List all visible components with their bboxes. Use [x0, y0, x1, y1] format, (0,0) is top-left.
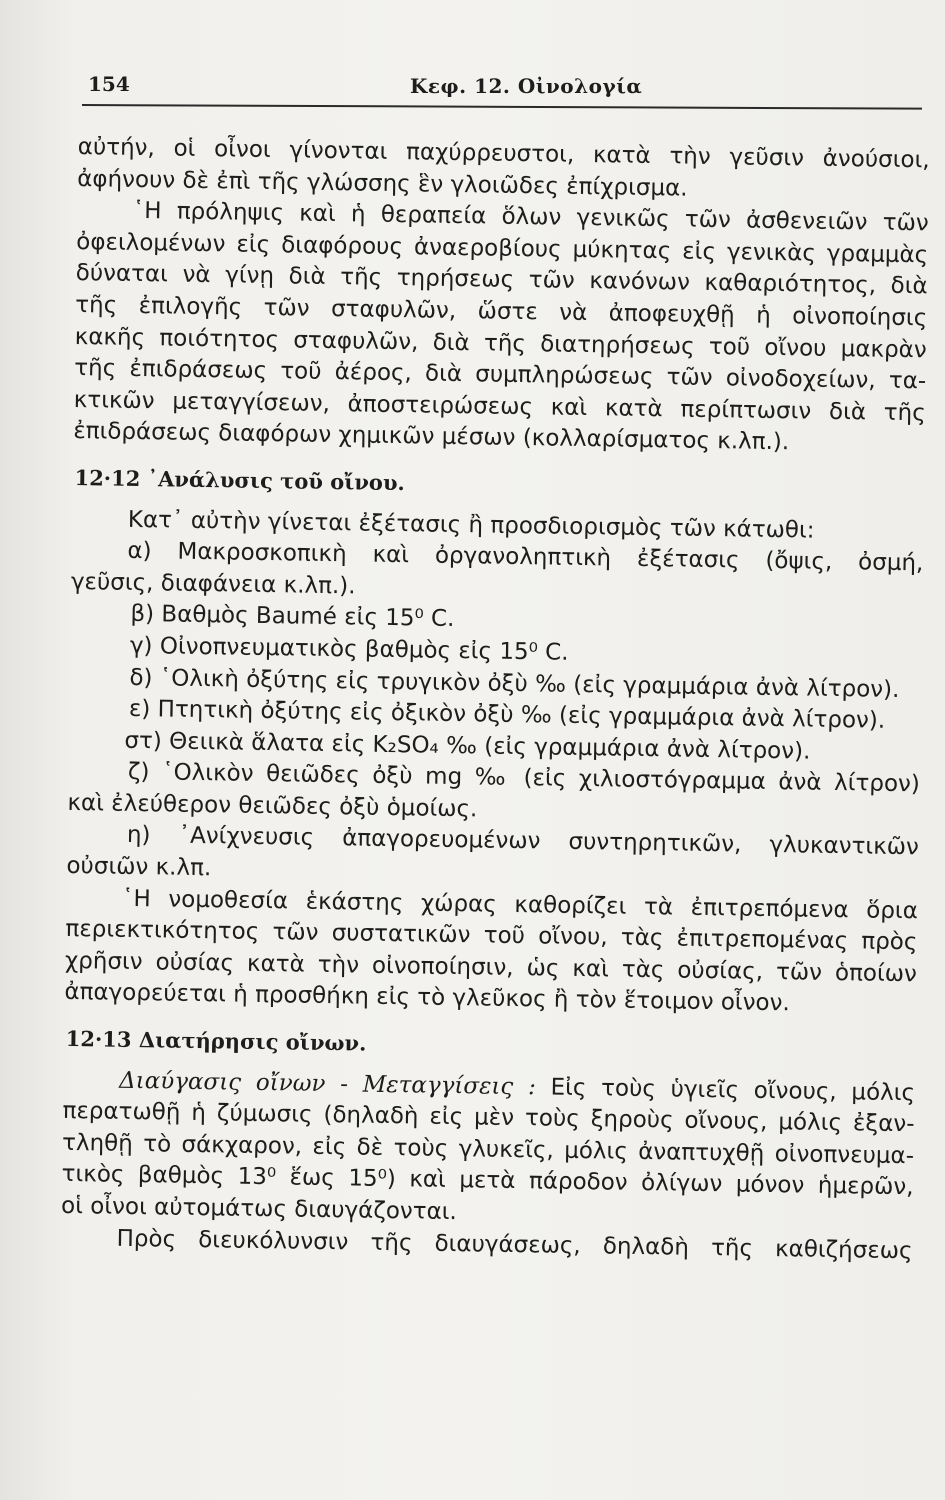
- text-line: τῆς ἐπιδράσεως τοῦ ἀέρος, διὰ συμπληρώσεως τῶν οἰνοδοχείων, τα-: [74, 355, 927, 395]
- section-heading-12-12: 12·12 ᾿Ανάλυσις τοῦ οἴνου.: [74, 464, 406, 496]
- list-item: α) Μακροσκοπικὴ καὶ ὀργανοληπτικὴ ἐξέτασις (ὄψις, ὀσμή,: [127, 537, 924, 577]
- text-line: καὶ ἐλεύθερον θειῶδες ὀξὺ ὁμοίως.: [67, 789, 478, 823]
- text-line: ἀφήνουν δὲ ἐπὶ τῆς γλώσσης ἓν γλοιῶδες ἐπίχρισμα.: [77, 165, 688, 202]
- page-header: [80, 64, 920, 104]
- legislation-paragraph: [64, 883, 918, 1023]
- text-line: Πρὸς διευκόλυνσιν τῆς διαυγάσεως, δηλαδὴ τῆς καθιζήσεως: [116, 1225, 913, 1264]
- text-line: Κατ᾿ αὐτὴν γίνεται ἐξέτασις ἢ προσδιορισμὸς τῶν κάτωθι:: [127, 506, 815, 544]
- text-line: κτικῶν μεταγγίσεων, ἀποστειρώσεως καὶ κατὰ περίπτωσιν διὰ τῆς: [73, 386, 926, 427]
- text-line: ἐπιδράσεως διαφόρων χημικῶν μέσων (κολλαρίσματος κ.λπ.).: [73, 418, 790, 456]
- text-line: τληθῇ τὸ σάκχαρον, εἰς δὲ τοὺς γλυκεῖς, μόλις ἀναπτυχθῇ οἰνοπνευμα-: [61, 1129, 915, 1170]
- analysis-list: [66, 503, 924, 895]
- text-line: οἱ οἶνοι αὐτομάτως διαυγάζονται.: [60, 1192, 458, 1226]
- text-line: ὀφειλομένων εἰς διαφόρους ἀναεροβίους μύκητας εἰς γενικὰς γραμμὰς: [76, 228, 929, 269]
- text-line: χρῆσιν οὐσίας κατὰ τὴν οἰνοποίησιν, ὡς καὶ τὰς οὐσίας, τῶν ὁποίων: [64, 947, 918, 988]
- page-body: [60, 132, 930, 1267]
- text-line: αὐτήν, οἱ οἶνοι γίνονται παχύρρευστοι, κατὰ τὴν γεῦσιν ἀνούσιοι,: [77, 133, 930, 174]
- text-line: περιεκτικότητος τῶν συστατικῶν τοῦ οἴνου, τὰς ἐπιτρεπομένας πρὸς: [65, 916, 918, 956]
- italic-subheading: Διαύγασις οἴνων - Μεταγγίσεις :: [118, 1067, 537, 1100]
- text-line: ῾Η νομοθεσία ἑκάστης χώρας καθορίζει τὰ ἐπιτρεπόμενα ὅρια: [121, 885, 919, 924]
- list-item: ε) Πτητικὴ ὀξύτης εἰς ὀξικὸν ὀξὺ ‰ (εἰς γραμμάρια ἀνὰ λίτρον).: [128, 695, 886, 734]
- text-line: τικὸς βαθμὸς 13⁰ ἕως 15⁰) καὶ μετὰ πάροδον ὀλίγων μόνον ἡμερῶν,: [61, 1161, 914, 1201]
- header-rule: [82, 104, 922, 110]
- text-line: ἀπαγορεύεται ἡ προσθήκη εἰς τὸ γλεῦκος ἢ τὸν ἕτοιμον οἶνον.: [64, 979, 790, 1017]
- page-number: 154: [88, 72, 130, 96]
- list-item: ζ) ῾Ολικὸν θειῶδες ὀξὺ mg ‰ (εἰς χιλιοστόγραμμα ἀνὰ λίτρον): [127, 759, 921, 798]
- list-item: γ) Οἰνοπνευματικὸς βαθμὸς εἰς 15⁰ C.: [129, 632, 569, 666]
- text-line: περατωθῇ ἡ ζύμωσις (δηλαδὴ εἰς μὲν τοὺς ξηροὺς οἴνους, μόλις ἐξαν-: [62, 1098, 915, 1138]
- text-line: ῾Η πρόληψις καὶ ἡ θεραπεία ὅλων γενικῶς τῶν ἀσθενειῶν τῶν: [132, 198, 929, 237]
- text-line: δύναται νὰ γίνῃ διὰ τῆς τηρήσεως τῶν κανόνων καθαριότητος, διὰ: [75, 260, 928, 300]
- list-item: στ) Θειικὰ ἅλατα εἰς K₂SO₄ ‰ (εἰς γραμμάρια ἀνὰ λίτρον).: [124, 727, 811, 765]
- list-item: η) ᾿Ανίχνευσις ἀπαγορευομένων συντηρητικῶν, γλυκαντικῶν: [126, 822, 920, 861]
- section-heading-12-13: 12·13 Διατήρησις οἴνων.: [65, 1025, 367, 1056]
- paragraph-2: [73, 195, 929, 461]
- clarification-paragraph: [60, 1065, 915, 1268]
- list-item: β) Βαθμὸς Baumé εἰς 15⁰ C.: [130, 601, 455, 633]
- text-line: γεῦσις, διαφάνεια κ.λπ.).: [70, 568, 356, 600]
- text-line: οὐσιῶν κ.λπ.: [66, 852, 212, 882]
- running-head: Κεφ. 12. Οἰνολογία: [410, 74, 643, 98]
- lead-text: Εἰς τοὺς ὑγιεῖς οἴνους, μόλις: [550, 1074, 916, 1106]
- text-line: τῆς ἐπιλογῆς τῶν σταφυλῶν, ὥστε νὰ ἀποφευχθῇ ἡ οἰνοποίησις: [75, 291, 928, 332]
- list-item: δ) ῾Ολικὴ ὀξύτης εἰς τρυγικὸν ὀξὺ ‰ (εἰς γραμμάρια ἀνὰ λίτρον).: [129, 664, 900, 703]
- text-line: κακῆς ποιότητος σταφυλῶν, διὰ τῆς διατηρήσεως τοῦ οἴνου μακρὰν: [74, 323, 927, 363]
